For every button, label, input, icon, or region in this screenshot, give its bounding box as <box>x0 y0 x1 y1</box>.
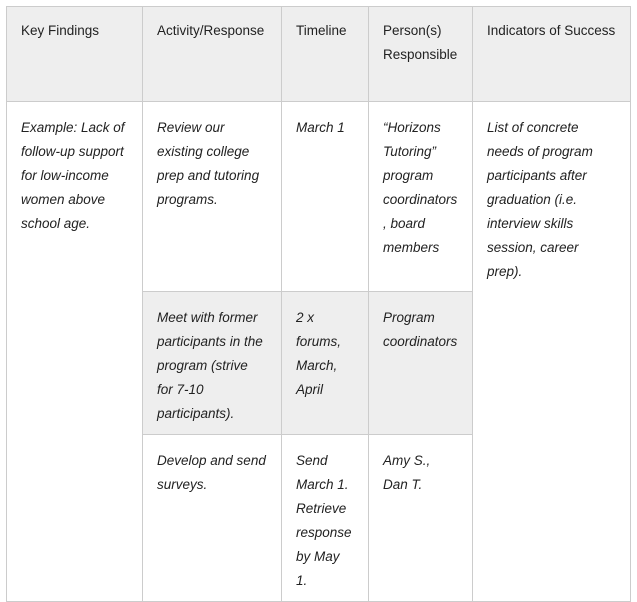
timeline-cell: 2 x forums, March, April <box>282 292 369 435</box>
header-indicators-of-success: Indicators of Success <box>473 7 631 102</box>
action-plan-table <box>6 6 631 602</box>
activity-cell: Develop and send surveys. <box>143 435 282 602</box>
activity-cell: Review our existing college prep and tutoring programs. <box>143 102 282 292</box>
key-finding-cell: Example: Lack of follow-up support for low-income women above school age. <box>7 102 143 602</box>
header-key-findings: Key Findings <box>7 7 143 102</box>
persons-cell: Program coordinators <box>369 292 473 435</box>
table-header <box>7 7 631 102</box>
header-activity-response: Activity/Response <box>143 7 282 102</box>
timeline-cell: March 1 <box>282 102 369 292</box>
header-timeline: Timeline <box>282 7 369 102</box>
timeline-cell: Send March 1. Retrieve response by May 1. <box>282 435 369 602</box>
activity-cell: Meet with former participants in the program (strive for 7-10 participants). <box>143 292 282 435</box>
table-body <box>7 102 631 602</box>
header-persons-responsible: Person(s) Responsible <box>369 7 473 102</box>
header-row <box>7 7 631 102</box>
persons-cell: “Horizons Tutoring” program coordinators , board members <box>369 102 473 292</box>
indicator-cell: List of concrete needs of program participants after graduation (i.e. interview skills session, career prep). <box>473 102 631 602</box>
persons-cell: Amy S., Dan T. <box>369 435 473 602</box>
table-row <box>7 102 631 292</box>
